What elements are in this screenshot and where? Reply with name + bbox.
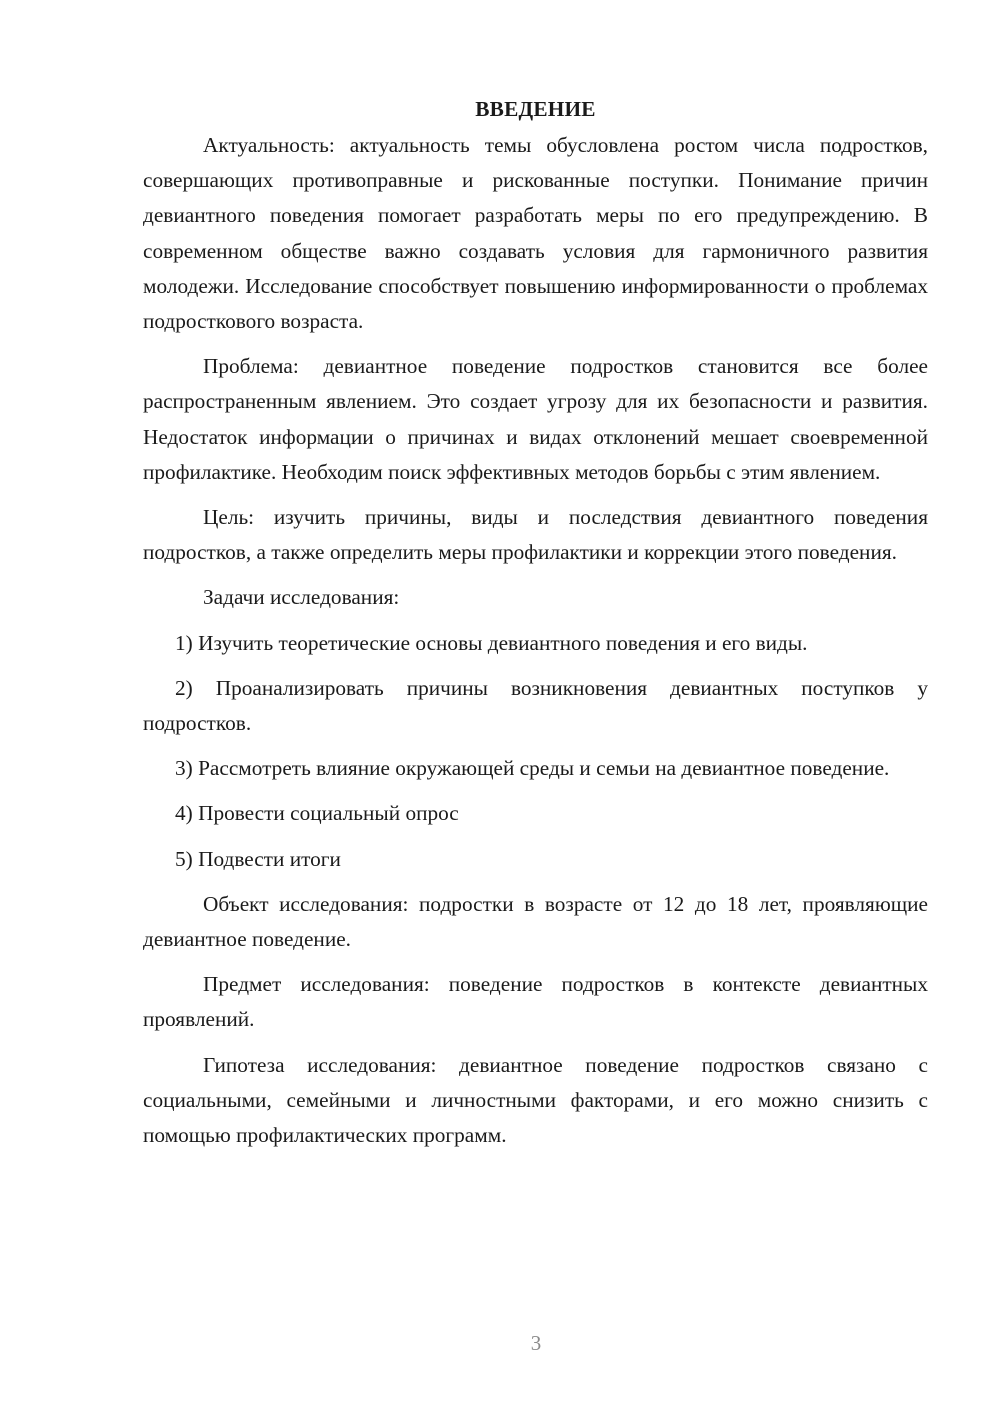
page-number: 3 xyxy=(530,1331,542,1355)
paragraph-hypothesis: Гипотеза исследования: девиантное поведение подростков связано с социальными, семейными и личностными факторами, и его можно снизить с помощью профилактических программ. xyxy=(143,1052,928,1148)
task-item-5: 5) Подвести итоги xyxy=(175,846,341,871)
document-page xyxy=(143,92,928,1163)
paragraph-subject: Предмет исследования: поведение подростков в контексте девиантных проявлений. xyxy=(143,972,928,1032)
paragraph-relevance: Актуальность: актуальность темы обусловлена ростом числа подростков, совершающих противоправные и рискованные поступки. Понимание причин девиантного поведения помогает разработать меры по его предупреждению. В современном обществе важно создавать условия для гармоничного развития молодежи. Исследование способствует повышению информированности о проблемах подросткового возраста. xyxy=(143,133,928,334)
tasks-heading: Задачи исследования: xyxy=(203,585,400,610)
task-item-3: 3) Рассмотреть влияние окружающей среды и семьи на девиантное поведение. xyxy=(175,756,890,781)
paragraph-problem: Проблема: девиантное поведение подростков становится все более распространенным явлением. Это создает угрозу для их безопасности и развития. Недостаток информации о причинах и видах отклонений мешает своевременной профилактике. Необходим поиск эффективных методов борьбы с этим явлением. xyxy=(143,354,928,484)
task-item-2: 2) Проанализировать причины возникновения девиантных поступков у подростков. xyxy=(143,675,928,736)
task-item-1: 1) Изучить теоретические основы девиантного поведения и его виды. xyxy=(175,630,808,655)
section-title: ВВЕДЕНИЕ xyxy=(475,97,596,121)
paragraph-object: Объект исследования: подростки в возрасте от 12 до 18 лет, проявляющие девиантное поведение. xyxy=(143,891,928,952)
task-item-4: 4) Провести социальный опрос xyxy=(175,801,459,826)
paragraph-goal: Цель: изучить причины, виды и последствия девиантного поведения подростков, а также определить меры профилактики и коррекции этого поведения. xyxy=(143,505,928,565)
